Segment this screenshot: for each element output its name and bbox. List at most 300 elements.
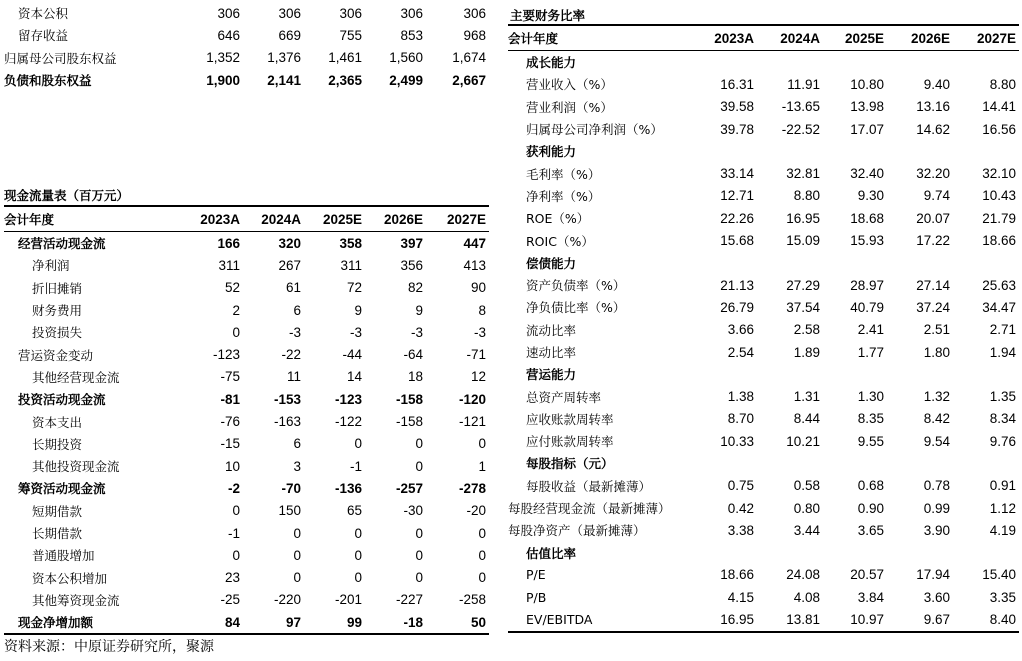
cell-value: 27.14 (916, 277, 950, 293)
table-row (4, 566, 489, 588)
cell-value: 21.79 (982, 210, 1016, 226)
row-label: 归属母公司股东权益 (4, 50, 117, 66)
cell-value: 32.10 (982, 166, 1016, 182)
cell-value: 0 (354, 570, 362, 586)
cell-value: 1.38 (727, 389, 754, 405)
cell-value: 84 (184, 611, 243, 634)
table-row (4, 388, 489, 410)
cell-value: -163 (273, 414, 301, 430)
cell-value: 6 (293, 302, 301, 318)
cell-value: 0 (478, 525, 486, 541)
cell-value: 99 (304, 611, 365, 634)
cell-value: -158 (395, 391, 423, 407)
cell-value (823, 542, 887, 564)
cell-value: 755 (339, 27, 362, 43)
cell-value: 11 (286, 369, 301, 385)
cell-value (823, 140, 887, 162)
cell-value: 22.26 (720, 210, 754, 226)
cell-value: 306 (278, 5, 301, 21)
cell-value: 12.71 (720, 188, 754, 204)
row-label: 营业利润（%） (526, 99, 613, 115)
table-row (4, 500, 489, 522)
cell-value: 9.55 (857, 433, 884, 449)
ratios-title: 主要财务比率 (510, 8, 586, 23)
year-header: 2025E (304, 206, 365, 232)
cell-value (698, 252, 757, 274)
cell-value: 2.54 (727, 344, 754, 360)
cell-value (757, 51, 823, 74)
cell-value (757, 363, 823, 385)
row-label: 折旧摊销 (32, 280, 83, 296)
row-label: ROE（%） (526, 211, 590, 227)
cell-value: 32.81 (786, 166, 820, 182)
cell-value: 2,365 (328, 72, 362, 88)
cell-value: 0 (293, 525, 301, 541)
cell-value: 669 (278, 27, 301, 43)
cell-value: -25 (220, 592, 240, 608)
source-note: 资料来源：中原证券研究所，聚源 (4, 639, 214, 655)
table-row (508, 185, 1019, 207)
cell-value: -227 (395, 592, 423, 608)
row-label: 速动比率 (526, 345, 577, 360)
cell-value: -257 (395, 480, 423, 496)
row-label: 负债和股东权益 (4, 73, 92, 89)
cell-value: 13.16 (916, 99, 950, 115)
cell-value: 3.84 (857, 589, 884, 605)
cell-value: 32.20 (916, 166, 950, 182)
cell-value: -18 (365, 611, 426, 634)
cell-value: -81 (220, 391, 240, 407)
cell-value: -3 (288, 324, 301, 340)
cell-value: 3.60 (923, 589, 950, 605)
cell-value: 25.63 (982, 277, 1016, 293)
cell-value: -123 (212, 347, 240, 363)
cell-value: 21.13 (720, 277, 754, 293)
table-row (4, 522, 489, 544)
table-row (508, 564, 1019, 586)
cell-value: 9 (415, 302, 423, 318)
cell-value (953, 542, 1019, 564)
cell-value: 1.35 (989, 389, 1016, 405)
cell-value: -278 (458, 480, 486, 496)
cell-value (887, 542, 953, 564)
cell-value: 0 (478, 436, 486, 452)
table-row (508, 408, 1019, 430)
cell-value: 1.89 (793, 344, 820, 360)
cell-value: 1,461 (328, 50, 362, 66)
cell-value: 8.42 (923, 411, 950, 427)
table-row (4, 232, 489, 255)
cell-value (698, 140, 757, 162)
cell-value: -258 (458, 592, 486, 608)
table-row (508, 207, 1019, 229)
cell-value (757, 452, 823, 474)
row-label: 其他投资现金流 (32, 459, 120, 475)
cell-value: 23 (224, 570, 240, 586)
cell-value: 9.30 (857, 188, 884, 204)
table-row (4, 343, 489, 365)
cell-value: 15.68 (720, 233, 754, 249)
cell-value: 8.40 (953, 608, 1019, 631)
balance-sheet-tail (4, 2, 489, 91)
cell-value: -136 (334, 480, 362, 496)
row-label: P/B (526, 589, 547, 605)
cell-value (823, 452, 887, 474)
table-row (4, 477, 489, 499)
cell-value: -13.65 (781, 99, 820, 115)
cell-value: 3.65 (857, 522, 884, 538)
cell-value: 8.35 (857, 411, 884, 427)
cell-value: 15.93 (850, 233, 884, 249)
cell-value: -70 (281, 480, 301, 496)
row-label: 留存收益 (18, 28, 69, 44)
cell-value: 10 (224, 458, 240, 474)
table-row (508, 519, 1019, 541)
year-header: 2025E (823, 25, 887, 51)
cell-value: 1.77 (857, 344, 884, 360)
cell-value: 267 (278, 257, 301, 273)
table-row (4, 2, 489, 24)
row-label: 现金净增加额 (4, 611, 184, 634)
cell-value: 17.94 (916, 567, 950, 583)
cell-value: 1,352 (206, 50, 240, 66)
cell-value: 16.95 (786, 210, 820, 226)
cashflow-header-row (4, 206, 489, 232)
cell-value (698, 363, 757, 385)
cell-value: 8.80 (793, 188, 820, 204)
cell-value: 0 (354, 525, 362, 541)
cell-value: -123 (334, 391, 362, 407)
year-header: 2024A (757, 25, 823, 51)
row-label: 总资产周转率 (526, 389, 602, 405)
cashflow-title: 现金流量表（百万元） (4, 188, 130, 203)
cell-value: 50 (426, 611, 489, 634)
cell-value (887, 51, 953, 74)
cell-value (698, 452, 757, 474)
cell-value: 15.09 (786, 233, 820, 249)
cell-value (953, 51, 1019, 74)
row-label: 投资损失 (32, 325, 83, 341)
year-header: 2027E (953, 25, 1019, 51)
cell-value: 646 (217, 27, 240, 43)
cell-value: 2,667 (452, 72, 486, 88)
cell-value: -15 (220, 436, 240, 452)
table-row (508, 363, 1019, 385)
cell-value: 37.54 (786, 299, 820, 315)
table-row (508, 430, 1019, 452)
cell-value: -1 (349, 458, 362, 474)
cell-value (953, 252, 1019, 274)
cell-value: 0.68 (857, 478, 884, 494)
cell-value: 9.54 (923, 433, 950, 449)
cell-value: 0.58 (793, 478, 820, 494)
year-header: 2026E (365, 206, 426, 232)
cell-value: -3 (410, 324, 423, 340)
cell-value: 12 (470, 369, 486, 385)
table-row (4, 366, 489, 388)
table-row (508, 341, 1019, 363)
cell-value: -30 (403, 503, 423, 519)
table-row (4, 321, 489, 343)
cell-value: 39.58 (720, 99, 754, 115)
cell-value: 18.66 (720, 567, 754, 583)
cell-value: 1.12 (989, 500, 1016, 516)
cell-value: 39.78 (720, 121, 754, 137)
cell-value: 1,560 (389, 50, 423, 66)
cell-value: 358 (339, 235, 362, 251)
cell-value: 16.56 (982, 121, 1016, 137)
cell-value: 0 (354, 436, 362, 452)
cell-value: 15.40 (982, 567, 1016, 583)
cell-value: 8 (478, 302, 486, 318)
row-label: 每股净资产（最新摊薄） (508, 523, 646, 539)
row-label: 营业收入（%） (526, 77, 613, 93)
cell-value: -75 (220, 369, 240, 385)
year-header: 2027E (426, 206, 489, 232)
cell-value: 0 (293, 570, 301, 586)
cell-value (698, 51, 757, 74)
cell-value: 413 (463, 257, 486, 273)
cell-value: 3 (293, 458, 301, 474)
cashflow-header-label: 会计年度 (4, 206, 184, 232)
cell-value: 0 (478, 570, 486, 586)
table-row (4, 611, 489, 634)
cell-value: -1 (227, 525, 240, 541)
cell-value: 0.42 (727, 500, 754, 516)
cell-value: -64 (403, 347, 423, 363)
row-label: 归属母公司净利润（%） (526, 122, 663, 138)
row-label: 经营活动现金流 (18, 236, 106, 252)
ratios-table (508, 24, 1019, 633)
cell-value: 1,674 (452, 50, 486, 66)
row-label: 获利能力 (526, 144, 577, 160)
cell-value: 16.95 (698, 608, 757, 631)
cell-value: 0 (232, 547, 240, 563)
table-row (508, 118, 1019, 140)
cell-value (953, 140, 1019, 162)
table-row (4, 433, 489, 455)
cell-value: 17.22 (916, 233, 950, 249)
cell-value: 0.75 (727, 478, 754, 494)
table-row (508, 296, 1019, 318)
cell-value: 320 (278, 235, 301, 251)
cell-value: 18.68 (850, 210, 884, 226)
cell-value: 0 (232, 324, 240, 340)
cell-value: -120 (458, 391, 486, 407)
cell-value: 1.32 (923, 389, 950, 405)
cell-value: 37.24 (916, 299, 950, 315)
cell-value: 0 (293, 547, 301, 563)
cell-value: 0 (354, 547, 362, 563)
cell-value: 306 (339, 5, 362, 21)
table-row (4, 69, 489, 91)
row-label: 净负债比率（%） (526, 300, 626, 316)
cell-value: 4.08 (793, 589, 820, 605)
table-row (508, 586, 1019, 608)
cell-value: 8.34 (989, 411, 1016, 427)
row-label: 估值比率 (526, 545, 577, 561)
cell-value: 311 (218, 257, 240, 273)
row-label: 短期借款 (32, 503, 83, 519)
cell-value: 150 (278, 503, 301, 519)
cell-value (757, 542, 823, 564)
cell-value: 4.19 (989, 522, 1016, 538)
cell-value: 0 (232, 503, 240, 519)
cell-value: -3 (473, 324, 486, 340)
row-label: P/E (526, 567, 546, 583)
cell-value: 10.97 (823, 608, 887, 631)
table-row (508, 252, 1019, 274)
row-label: 投资活动现金流 (18, 392, 106, 408)
cell-value (757, 140, 823, 162)
row-label: 普通股增加 (32, 548, 95, 564)
cell-value: 10.43 (982, 188, 1016, 204)
cell-value: 40.79 (850, 299, 884, 315)
cell-value: 16.31 (720, 76, 754, 92)
cell-value: 1 (478, 458, 486, 474)
row-label: 筹资活动现金流 (18, 481, 106, 497)
cell-value: -3 (349, 324, 362, 340)
cell-value: 14 (346, 369, 362, 385)
row-label: 资本支出 (32, 414, 83, 430)
cell-value: -153 (273, 391, 301, 407)
row-label: 营运能力 (526, 367, 577, 383)
cell-value: 9 (354, 302, 362, 318)
cell-value: 4.15 (727, 589, 754, 605)
row-label: 每股收益（最新摊薄） (526, 478, 652, 494)
row-label: 净利润 (32, 258, 70, 274)
cell-value (698, 542, 757, 564)
cell-value: 0 (415, 570, 423, 586)
cell-value: 0 (415, 458, 423, 474)
table-row (508, 229, 1019, 251)
cell-value (953, 363, 1019, 385)
cell-value: 3.66 (727, 322, 754, 338)
cell-value: -20 (466, 503, 486, 519)
row-label: 长期借款 (32, 526, 83, 541)
cell-value: 397 (400, 235, 423, 251)
cell-value (823, 51, 887, 74)
cell-value: -2 (227, 480, 240, 496)
cell-value: 8.80 (989, 76, 1016, 92)
table-row (508, 51, 1019, 74)
year-header: 2026E (887, 25, 953, 51)
cell-value: 65 (346, 503, 362, 519)
cell-value: 27.29 (786, 277, 820, 293)
cell-value: 1.80 (923, 344, 950, 360)
cell-value: -22 (281, 347, 301, 363)
year-header: 2024A (243, 206, 304, 232)
cell-value: -44 (342, 347, 362, 363)
cell-value: 14.62 (916, 121, 950, 137)
row-label: 流动比率 (526, 322, 577, 338)
cell-value: 0 (415, 547, 423, 563)
cell-value: 306 (217, 5, 240, 21)
table-row (508, 73, 1019, 95)
cell-value: 52 (224, 280, 240, 296)
cell-value: -121 (458, 414, 486, 430)
cell-value: 9.67 (887, 608, 953, 631)
row-label: 营运资金变动 (18, 347, 94, 363)
cell-value: 61 (285, 280, 301, 296)
table-row (508, 319, 1019, 341)
cell-value: 14.41 (982, 99, 1016, 115)
table-row (4, 410, 489, 432)
cell-value (823, 363, 887, 385)
cell-value (887, 140, 953, 162)
cell-value (887, 252, 953, 274)
row-label: ROIC（%） (526, 233, 594, 249)
cell-value: 18 (407, 369, 423, 385)
cell-value: 356 (400, 257, 423, 273)
cell-value: 0.80 (793, 500, 820, 516)
table-row (4, 24, 489, 46)
cell-value: 3.44 (793, 522, 820, 538)
cell-value: 20.07 (916, 210, 950, 226)
cell-value: 20.57 (850, 567, 884, 583)
cell-value: -122 (334, 414, 362, 430)
table-row (4, 254, 489, 276)
cell-value: 166 (217, 235, 240, 251)
cell-value: 18.66 (982, 233, 1016, 249)
cell-value: 10.33 (720, 433, 754, 449)
cell-value: 82 (407, 280, 423, 296)
cell-value (953, 452, 1019, 474)
cell-value: 0.91 (989, 478, 1016, 494)
cell-value: 447 (463, 235, 486, 251)
cell-value: 1,376 (267, 50, 301, 66)
cell-value: 8.44 (793, 411, 820, 427)
cell-value: 1.30 (857, 389, 884, 405)
cell-value: 2,499 (389, 72, 423, 88)
row-label: 资产负债率（%） (526, 278, 626, 294)
table-row (508, 452, 1019, 474)
cell-value: -71 (466, 347, 486, 363)
cell-value: 9.74 (923, 188, 950, 204)
cell-value: 8.70 (727, 411, 754, 427)
cell-value: 13.98 (850, 99, 884, 115)
ratios-header-row (508, 25, 1019, 51)
cell-value: 26.79 (720, 299, 754, 315)
row-label: 资本公积增加 (32, 570, 108, 586)
table-row (508, 475, 1019, 497)
cell-value: 306 (400, 5, 423, 21)
cell-value: 24.08 (786, 567, 820, 583)
cell-value: 968 (463, 27, 486, 43)
cell-value: 311 (340, 257, 362, 273)
cell-value: 32.40 (850, 166, 884, 182)
cell-value: 90 (470, 280, 486, 296)
row-label: 每股指标（元） (526, 456, 614, 472)
row-label: 偿债能力 (526, 255, 577, 271)
table-row (4, 47, 489, 69)
row-label: 资本公积 (18, 6, 69, 22)
year-header: 2023A (184, 206, 243, 232)
cell-value: 306 (463, 5, 486, 21)
cell-value: 72 (346, 280, 362, 296)
cell-value: 0 (415, 525, 423, 541)
table-row (508, 385, 1019, 407)
cell-value (757, 252, 823, 274)
cell-value: 9.76 (989, 433, 1016, 449)
cell-value: 0.99 (923, 500, 950, 516)
cell-value: -220 (273, 592, 301, 608)
row-label: 毛利率（%） (526, 166, 601, 182)
row-label: 其他经营现金流 (32, 369, 120, 385)
cashflow-table (4, 205, 489, 635)
table-row (508, 162, 1019, 184)
cell-value: 11.91 (787, 76, 820, 92)
